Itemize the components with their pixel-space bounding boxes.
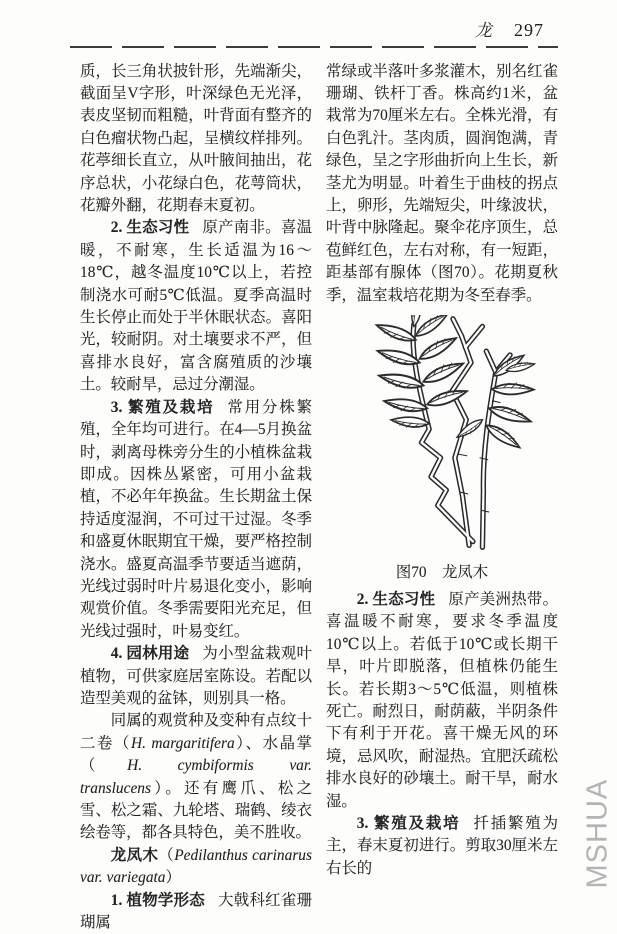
section-label: 1. 植物学形态 <box>110 891 205 909</box>
section-ecology <box>326 589 558 813</box>
leaf-cluster-left <box>374 315 468 431</box>
paren: ） <box>165 869 181 887</box>
paragraph-continued: 质，长三角状披针形，先端渐尖，截面呈V字形，叶深绿色无光泽，表皮坚韧而粗糙，叶背面有整齐的白色瘤状物凸起，呈横纹样排列。花葶细长直立，从叶腋间抽出，花序总状，小花绿白色，花萼筒状，花瓣外翻，花期春末夏初。 <box>80 62 312 215</box>
related-text: 同属的观赏种及变种有点纹十二卷（ <box>80 712 312 752</box>
figure-70 <box>326 315 558 585</box>
species-name: 龙凤木 <box>110 846 159 864</box>
text-columns <box>80 61 558 934</box>
scanned-book-page <box>80 16 558 934</box>
section-propagation <box>80 397 312 643</box>
figure-caption <box>326 562 558 584</box>
paragraph-continued: 常绿或半落叶多浆灌木，别名红雀珊瑚、铁杆丁香。株高约1米，盆栽常为70厘米左右。全株光滑，有白色乳汁。茎肉质，圆润饱满，青绿色，呈之字形曲折向上生长，新茎尤为明显。叶着生于曲枝的拐点上，卵形，先端短尖，叶缘波状，叶背中脉隆起。聚伞花序顶生，总苞鲜红色，左右对称，有一短距，距基部有腺体（图70）。花期夏秋季，温室栽培花期为冬至春季。 <box>326 62 558 304</box>
latin-name: H. margaritifera <box>131 734 235 752</box>
paragraph-related-species <box>80 710 312 844</box>
section-text: 常用分株繁殖，全年均可进行。在4—5月换盆时，剥离母株旁分生的小植株盆栽即成。因株丛紧密，可用小盆栽植，不必年年换盆。生长期盆土保持适度湿润，不可过干过湿。冬季和盛夏休眠期宜干燥，要严格控制浇水。盛夏高温季节要适当遮荫，光线过弱时叶片易退化变小，影响观赏价值。冬季需要阳光充足，但光线过强时，叶易变红。 <box>80 398 312 640</box>
section-label: 2. 生态习性 <box>356 590 436 608</box>
section-label: 2. 生态习性 <box>110 219 190 237</box>
latin-name: Pedilanthus carinarus var. variegata <box>80 846 312 887</box>
section-label: 3. 繁殖及栽培 <box>356 814 461 832</box>
left-column <box>80 61 312 934</box>
section-morphology <box>80 890 312 934</box>
section-text: 为小型盆栽观叶植物，可供家庭居室陈设。若配以造型美观的盆钵，则别具一格。 <box>80 645 312 707</box>
related-text: ）、水晶掌（ <box>80 734 312 775</box>
figure-caption-number: 图70 <box>395 564 427 582</box>
section-label: 3. 繁殖及栽培 <box>110 398 215 416</box>
figure-caption-title: 龙凤木 <box>442 564 489 582</box>
plant-illustration <box>339 315 545 553</box>
right-column <box>326 61 558 934</box>
section-text: 原产南非。喜温暖，不耐寒，生长适温为16～18℃，越冬温度10℃以上，若控制浇水可耐5℃低温。夏季高温时生长停止而处于半休眠状态。喜阳光，较耐阴。对土壤要求不严，但喜排水良好，富含腐殖质的沙壤土。较耐旱，忌过分潮湿。 <box>80 219 312 394</box>
section-text: 大戟科红雀珊瑚属 <box>80 891 312 932</box>
section-text: 扦插繁殖为主，春末夏初进行。剪取30厘米左右长的 <box>326 814 558 877</box>
section-propagation <box>326 813 558 880</box>
species-heading <box>80 845 312 890</box>
section-label: 4. 园林用途 <box>110 645 190 663</box>
chapter-title: 龙 <box>475 21 492 40</box>
paren: （ <box>158 846 175 864</box>
page-number: 297 <box>514 20 544 40</box>
section-garden-use <box>80 643 312 710</box>
section-ecology <box>80 217 312 396</box>
related-text: ）。还有鹰爪、松之雪、松之霜、九轮塔、瑞鹤、绫衣绘卷等，都各具特色，美不胜收。 <box>80 779 312 842</box>
page-header <box>80 16 558 42</box>
watermark: MSHUA <box>581 778 614 889</box>
latin-name: H. cymbiformis var. translucens <box>80 757 312 797</box>
header-rule <box>70 46 558 48</box>
section-text: 原产美洲热带。喜温暖不耐寒，要求冬季温度10℃以上。若低于10℃或长期干旱，叶片即脱落，但植株仍能生长。若长期3～5℃低温，则植株死亡。耐烈日，耐荫蔽，半阴条件下有利于开花。喜干燥无风的环境，忌风吹，耐湿热。宜肥沃疏松排水良好的砂壤土。耐干旱，耐水湿。 <box>326 590 558 810</box>
